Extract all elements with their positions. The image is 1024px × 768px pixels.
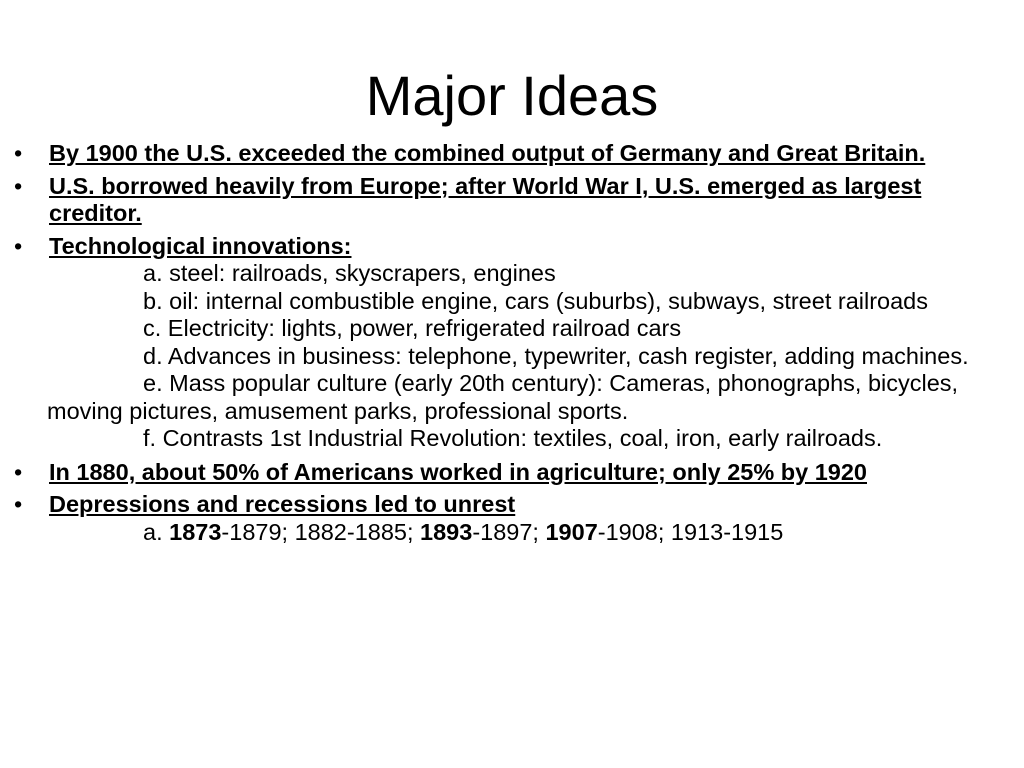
sub-item-text: c. Electricity: lights, power, refrigerated railroad cars: [143, 315, 682, 341]
sub-item-text: a. steel: railroads, skyscrapers, engines: [143, 260, 556, 286]
sub-item-text: d. Advances in business: telephone, typewriter, cash register, adding machines.: [143, 342, 969, 369]
bullet-heading: In 1880, about 50% of Americans worked in agriculture; only 25% by 1920: [49, 458, 867, 485]
depression-year-1893: 1893: [420, 518, 473, 545]
bullet-dot-icon: •: [14, 458, 23, 485]
slide-title: Major Ideas: [365, 64, 659, 127]
bullet-heading: U.S. borrowed heavily from Europe; after World War I, U.S. emerged as largest creditor.: [49, 172, 922, 226]
bullet-item: [0, 140, 1024, 168]
depression-prefix: a.: [143, 518, 170, 545]
bullet-list: [0, 140, 1024, 551]
sub-item-text: e. Mass popular culture (early 20th century): Cameras, phonographs, bicycles, moving pictures, amusement parks, professional sports.: [47, 370, 959, 424]
sub-item: [47, 425, 1010, 453]
bullet-item: [0, 233, 1024, 453]
sub-item-depressions: [47, 519, 1010, 547]
depression-year-1907: 1907: [545, 518, 598, 545]
sub-item: [47, 315, 1010, 343]
bullet-dot-icon: •: [14, 140, 23, 166]
sub-item: [47, 370, 1010, 425]
bullet-heading: Depressions and recessions led to unrest: [49, 491, 516, 517]
sub-item-text: f. Contrasts 1st Industrial Revolution: textiles, coal, iron, early railroads.: [143, 425, 883, 451]
bullet-dot-icon: •: [14, 172, 23, 199]
sub-item: [47, 343, 1010, 371]
sub-item-text: b. oil: internal combustible engine, cars (suburbs), subways, street railroads: [143, 287, 929, 314]
sub-item: [47, 288, 1010, 316]
bullet-heading: Technological innovations:: [49, 232, 352, 259]
depression-years-text: -1897;: [472, 518, 546, 545]
bullet-heading: By 1900 the U.S. exceeded the combined output of Germany and Great Britain.: [49, 140, 926, 166]
depression-years-text: -1879; 1882-1885;: [221, 518, 421, 545]
bullet-item: [0, 459, 1024, 487]
depression-years-text: -1908; 1913-1915: [597, 518, 784, 545]
bullet-dot-icon: •: [14, 232, 23, 259]
bullet-item: [0, 173, 1024, 228]
bullet-item: [0, 491, 1024, 546]
bullet-dot-icon: •: [14, 491, 23, 517]
depression-year-1873: 1873: [169, 518, 222, 545]
sub-item: [47, 260, 1010, 288]
